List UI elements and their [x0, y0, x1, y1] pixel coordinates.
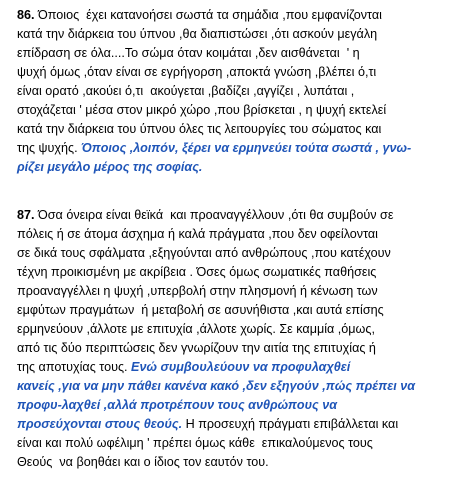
- body-text: Η προσευχή πράγματι επιβάλλεται και: [182, 417, 399, 431]
- body-text: Όσα όνειρα είναι θεϊκά και προαναγγέλλουν ,ότι θα συμβούν σε: [34, 208, 394, 222]
- text-line: [17, 453, 447, 472]
- body-text: της αποτυχίας τους.: [17, 360, 132, 374]
- text-line: [17, 82, 447, 101]
- body-text: σε δικά τους σφάλματα ,εξηγούνται από ανθρώπους ,που κατέχουν: [17, 246, 391, 260]
- emphasized-text: κανείς ,για να μην πάθει κανένα κακό ,δεν εξηγούν ,πώς πρέπει να: [17, 379, 416, 393]
- text-line: [17, 358, 447, 377]
- body-text: ερμηνεύουν ,άλλοτε με επιτυχία ,άλλοτε χωρίς. Σε καμμία ,όμως,: [17, 322, 375, 336]
- text-line: [17, 6, 447, 25]
- body-text: στοχάζεται ' μέσα στον μικρό χώρο ,που βρίσκεται , η ψυχή εκτελεί: [17, 103, 387, 117]
- body-text: είναι και πολύ ωφέλιμη ' πρέπει όμως κάθε επικαλούμενος τους: [17, 436, 373, 450]
- text-line: [17, 244, 447, 263]
- body-text: Όποιος έχει κατανοήσει σωστά τα σημάδια ,που εμφανίζονται: [34, 8, 382, 22]
- paragraph-number: 87.: [17, 208, 35, 222]
- body-text: είναι ορατό ,ακούει ό,τι ακούγεται ,βαδίζει ,αγγίζει , λυπάται ,: [17, 84, 355, 98]
- text-line: [17, 415, 447, 434]
- text-line: [17, 301, 447, 320]
- text-line: [17, 206, 447, 225]
- paragraph-87: [17, 206, 447, 472]
- body-text: εμφύτων πραγμάτων ή μεταβολή σε ασυνήθιστα ,και αυτά επίσης: [17, 303, 384, 317]
- emphasized-text: Όποιος ,λοιπόν, ξέρει να ερμηνεύει τούτα σωστά , γνω-: [81, 141, 412, 155]
- emphasized-text: Ενώ συμβουλεύουν να προφυλαχθεί: [131, 360, 351, 374]
- emphasized-text: προσεύχονται στους θεούς.: [17, 417, 183, 431]
- body-text: της ψυχής.: [17, 141, 82, 155]
- text-line: [17, 25, 447, 44]
- text-line: [17, 44, 447, 63]
- body-text: Θεούς να βοηθάει και ο ίδιος τον εαυτόν του.: [17, 455, 269, 469]
- text-line: [17, 63, 447, 82]
- body-text: πόλεις ή σε άτομα άσχημα ή καλά πράγματα ,που δεν οφείλονται: [17, 227, 378, 241]
- body-text: κατά την διάρκεια του ύπνου όλες τις λειτουργίες του σώματος και: [17, 122, 382, 136]
- body-text: από τις δύο περιπτώσεις δεν γνωρίζουν την αιτία της επιτυχίας ή: [17, 341, 376, 355]
- paragraph-number: 86.: [17, 8, 35, 22]
- emphasized-text: ρίζει μεγάλο μέρος της σοφίας.: [17, 160, 203, 174]
- text-line: [17, 225, 447, 244]
- text-line: [17, 339, 447, 358]
- text-line: [17, 158, 447, 177]
- body-text: επίδραση σε όλα....Το σώμα όταν κοιμάται ,δεν αισθάνεται ' η: [17, 46, 360, 60]
- text-line: [17, 101, 447, 120]
- body-text: προαναγγέλλει η ψυχή ,υπερβολή στην πλησμονή ή κένωση των: [17, 284, 378, 298]
- body-text: ψυχή όμως ,όταν είναι σε εγρήγορση ,αποκτά γνώση ,βλέπει ό,τι: [17, 65, 377, 79]
- text-line: [17, 377, 447, 396]
- text-line: [17, 396, 447, 415]
- body-text: κατά την διάρκεια του ύπνου ,θα διαπιστώσει ,ότι ασκούν μεγάλη: [17, 27, 378, 41]
- emphasized-text: προφυ-λαχθεί ,αλλά προτρέπουν τους ανθρώπους να: [17, 398, 338, 412]
- body-text: τέχνη προικισμένη με ακρίβεια . Όσες όμως σωματικές παθήσεις: [17, 265, 377, 279]
- text-line: [17, 139, 447, 158]
- text-line: [17, 120, 447, 139]
- text-line: [17, 320, 447, 339]
- text-line: [17, 282, 447, 301]
- paragraph-86: [17, 6, 447, 177]
- text-line: [17, 263, 447, 282]
- text-line: [17, 434, 447, 453]
